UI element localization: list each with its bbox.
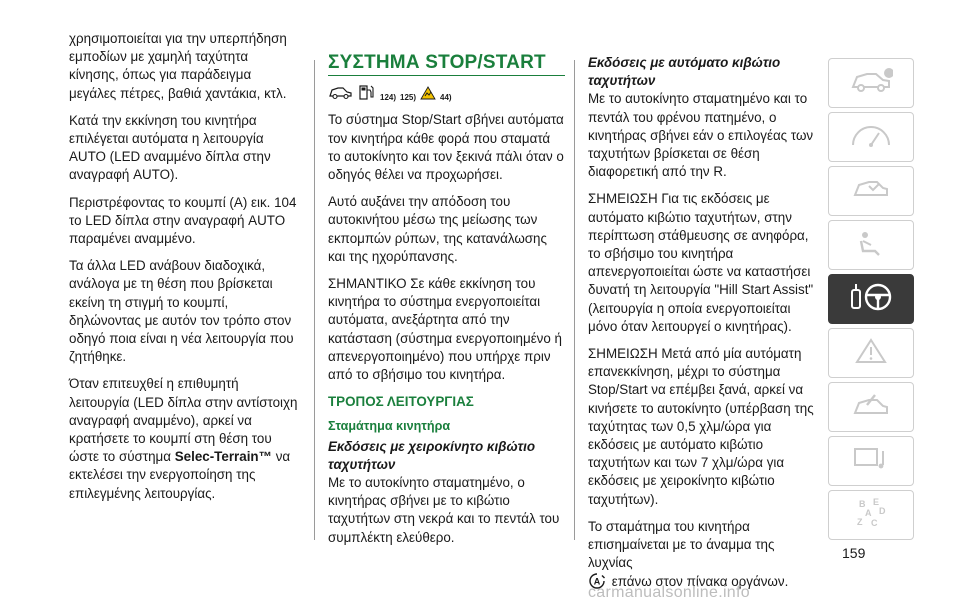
heading-manual-gearbox: Εκδόσεις με χειροκίνητο κιβώτιο ταχυτήτων xyxy=(328,438,536,472)
car-stop-start-icon xyxy=(328,84,354,107)
car-info-icon xyxy=(849,67,893,100)
nav-car-seat[interactable] xyxy=(828,220,914,270)
paragraph-obstacles: χρησιμοποιείται για την υπερπήδηση εμποδίων με χαμηλή ταχύτητα κίνησης, όπως για παράδειγμα μεγάλες πέτρες, βαθιά χαντάκια, κτλ. xyxy=(69,31,287,101)
section-title: ΣΥΣΤΗΜΑ STOP/START xyxy=(328,54,565,76)
nav-warning-lights[interactable] xyxy=(828,112,914,162)
text-segment: Όταν επιτευχθεί η επιθυμητή λειτουργία (LED δίπλα στην αντίστοιχη αναγραφή αναμμένο), αρκεί να κρατήσετε το κουμπί στη θέση του ώστε το σύστημα xyxy=(69,376,298,465)
heading-engine-stop: Σταμάτημα κινητήρα xyxy=(328,419,451,434)
text-segment: επάνω στον πίνακα οργάνων. xyxy=(611,574,789,590)
heading-operation: ΤΡΟΠΟΣ ΛΕΙΤΟΥΡΓΙΑΣ xyxy=(328,394,474,410)
nav-car-safety[interactable] xyxy=(828,166,914,216)
svg-text:B: B xyxy=(859,498,866,509)
paragraph-benefits: Αυτό αυξάνει την απόδοση του αυτοκινήτου μέσω της μείωσης των εκπομπών ρύπων, της κατανάλωσης και της ηχορύπανσης. xyxy=(328,194,547,264)
text-segment: Το σταμάτημα του κινητήρα επισημαίνεται με το άναμμα της λυχνίας xyxy=(588,518,775,571)
paragraph-led-sequence: Τα άλλα LED ανάβουν διαδοχικά, ανάλογα με τη θέση που βρίσκεται εκείνη τη στιγμή το κουμπί, δηλώνοντας με αυτόν τον τρόπο στον οδηγό ποια είναι η νέα λειτουργία που ζητήθηκε. xyxy=(69,258,294,365)
fuel-pump-icon xyxy=(358,84,376,107)
paragraph-note-hill-start: ΣΗΜΕΙΩΣΗ Για τις εκδόσεις με αυτόματο κιβώτιο ταχυτήτων, στην περίπτωση στάθμευσης σε ανηφόρα, το σβήσιμο του κινητήρα απενεργοποιείται ώστε να καταστήσει δυνατή τη λειτουργία "Hill Start Assist" (λειτουργία η οποία ενεργοποιείται μόνο όταν λειτουργεί ο κινητήρας). xyxy=(588,191,814,334)
nav-index[interactable] xyxy=(828,490,914,540)
column-left xyxy=(69,30,299,512)
reference-44: 44) xyxy=(440,93,452,103)
key-steering-wheel-icon xyxy=(846,280,896,319)
column-divider xyxy=(574,60,575,540)
column-right xyxy=(588,30,822,605)
paragraph-intro: Το σύστημα Stop/Start σβήνει αυτόματα τον κινητήρα κάθε φορά που σταματά το αυτοκίνητο και τον ξεκινά πάλι όταν ο οδηγός θέλει να προχωρήσει. xyxy=(328,112,564,183)
svg-text:E: E xyxy=(873,496,880,507)
car-safety-icon xyxy=(849,175,893,208)
paragraph-manual-stop: Με το αυτοκίνητο σταματημένο, ο κινητήρας σβήνει με το κιβώτιο ταχυτήτων στη νεκρά και το πεντάλ του συμπλέκτη ελεύθερο. xyxy=(328,475,560,545)
wrench-car-icon xyxy=(849,391,893,424)
alphabetical-index-icon xyxy=(849,496,893,535)
nav-car-info[interactable] xyxy=(828,58,914,108)
paragraph-knob-rotation: Περιστρέφοντας το κουμπί (A) εικ. 104 το LED δίπλα στην αναγραφή AUTO παραμένει αναμμένο. xyxy=(69,194,297,247)
svg-text:Z: Z xyxy=(857,516,863,527)
watermark: carmanualsonline.info xyxy=(588,584,750,601)
selec-terrain-name: Selec-Terrain™ xyxy=(174,449,272,465)
nav-starting-driving[interactable] xyxy=(828,274,914,324)
paragraph-auto-stop: Με το αυτοκίνητο σταματημένο και το πεντάλ του φρένου πατημένο, ο κινητήρας σβήνει εάν ο επιλογέας των ταχυτήτων βρίσκεται σε θέση διαφορετική από την R. xyxy=(588,91,814,180)
nav-technical-data[interactable] xyxy=(828,436,914,486)
lamp-letter: A xyxy=(593,576,601,587)
paragraph-auto-mode: Κατά την εκκίνηση του κινητήρα επιλέγεται αυτόματα η λειτουργία AUTO (LED αναμμένο δίπλα στην αναγραφή AUTO). xyxy=(69,112,271,183)
heading-automatic-gearbox: Εκδόσεις με αυτόματο κιβώτιο ταχυτήτων xyxy=(588,55,781,89)
reference-icons xyxy=(328,84,565,107)
svg-text:D: D xyxy=(879,505,886,516)
page-number: 159 xyxy=(842,545,866,561)
svg-text:C: C xyxy=(871,517,878,528)
column-middle xyxy=(328,30,565,556)
paragraph-selec-terrain xyxy=(69,375,299,502)
reference-125: 125) xyxy=(400,93,417,103)
reference-124: 124) xyxy=(380,93,397,103)
music-screen-icon xyxy=(849,445,893,478)
warning-triangle-icon xyxy=(849,337,893,370)
nav-maintenance[interactable] xyxy=(828,382,914,432)
car-seat-icon xyxy=(849,229,893,262)
warning-lights-icon xyxy=(849,121,893,154)
svg-text:A: A xyxy=(865,507,872,518)
column-divider xyxy=(314,60,315,540)
paragraph-note-restart: ΣΗΜΕΙΩΣΗ Μετά από μία αυτόματη επανεκκίνηση, μέχρι το σύστημα Stop/Start να επέμβει ξανά, αρκεί να κινήσετε το αυτοκίνητο (υπέρβαση της ταχύτητας των 0,5 χλμ/ώρα για εκδόσεις με αυτόματο κιβώτιο ταχυτήτων και των 7 χλμ/ώρα για εκδόσεις με χειροκίνητο κιβώτιο ταχυτήτων). xyxy=(588,346,814,507)
paragraph-important: ΣΗΜΑΝΤΙΚΟ Σε κάθε εκκίνηση του κινητήρα το σύστημα ενεργοποιείται αυτόματα, ανεξάρτητα από την κατάσταση (σύστημα ενεργοποιημένο ή απενεργοποιημένο) που υπήρχε πριν από το σβήσιμο του κινητήρα. xyxy=(328,276,562,383)
nav-emergency[interactable] xyxy=(828,328,914,378)
caution-icon xyxy=(420,86,436,107)
text-segment: να εκτελέσει την ενεργοποίηση της επιλεγμένης λειτουργίας. xyxy=(69,449,291,501)
